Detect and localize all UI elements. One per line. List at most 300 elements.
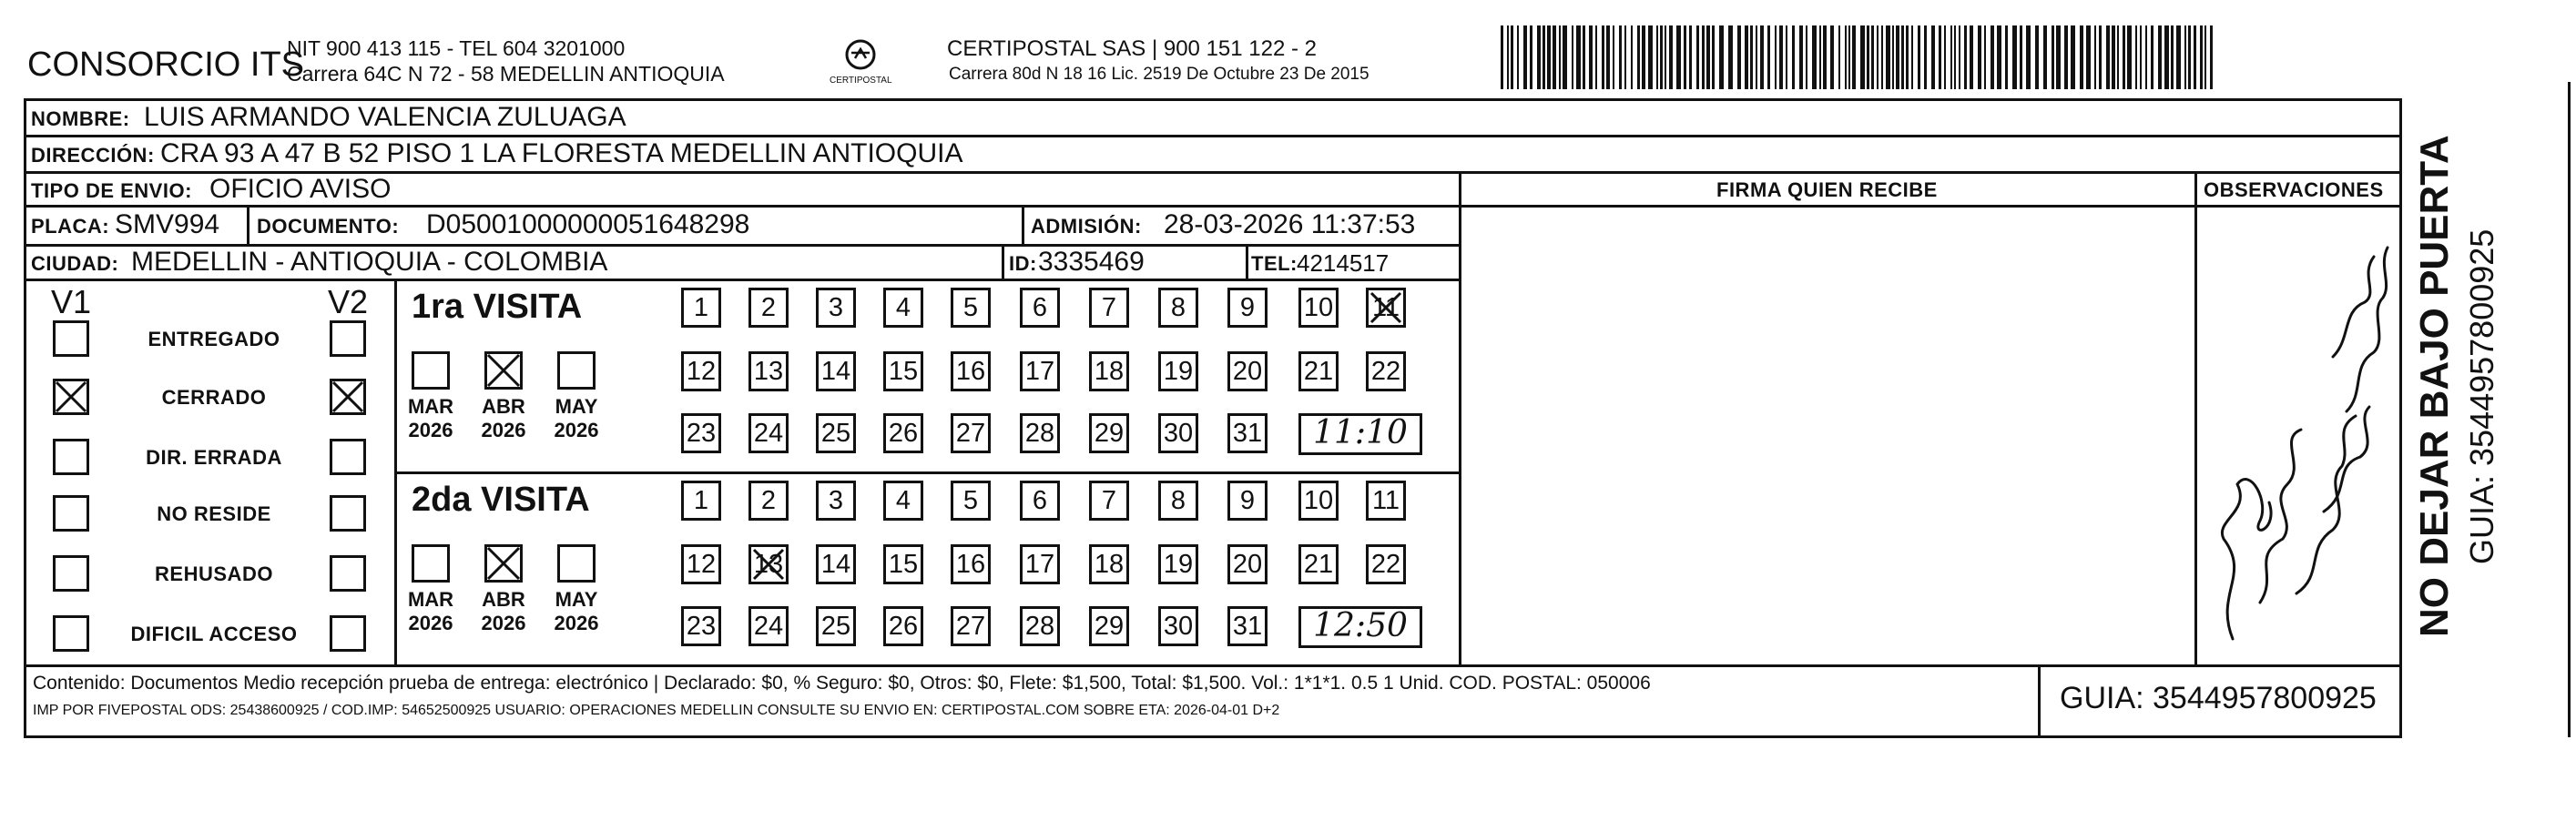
day-cell[interactable] (1158, 606, 1198, 646)
day-number: 2 (760, 486, 777, 515)
barcode-bar (1931, 25, 1935, 89)
day-number: 27 (955, 612, 986, 641)
day-cell[interactable] (1227, 413, 1268, 453)
day-number: 3 (828, 293, 844, 322)
status-v1-checkbox[interactable] (53, 495, 89, 532)
day-number: 31 (1232, 612, 1263, 641)
barcode-bar (1689, 25, 1692, 89)
status-v1-checkbox[interactable] (53, 615, 89, 652)
barcode-bar (2012, 25, 2017, 89)
day-cell[interactable] (1227, 351, 1268, 391)
barcode-bar (1991, 25, 1994, 89)
barcode-bar (1602, 25, 1604, 89)
barcode-bar (2117, 25, 2119, 89)
barcode-bar (2112, 25, 2115, 89)
day-cell[interactable] (883, 606, 923, 646)
day-number: 10 (1303, 293, 1334, 322)
plate-label: PLACA: (31, 215, 110, 238)
day-cell[interactable] (951, 544, 991, 584)
side-guia: GUIA: 3544957800925 (2463, 228, 2500, 564)
day-cell[interactable] (883, 481, 923, 521)
footer-imp-line: IMP POR FIVEPOSTAL ODS: 25438600925 / COD.IMP: 54652500925 USUARIO: OPERACIONES MEDELLIN CONSULTE SU ENVIO EN: CERTIPOSTAL.COM SOBRE ETA: 2026-04-01 D+2 (33, 703, 1280, 718)
day-cell[interactable] (1298, 351, 1339, 391)
status-label: REHUSADO (155, 563, 273, 585)
barcode-bar (1696, 25, 1699, 89)
barcode-bar (1576, 25, 1581, 89)
barcode-bar (2026, 25, 2031, 89)
document-value: D05001000000051648298 (426, 209, 750, 239)
month-checkbox[interactable] (484, 351, 523, 390)
barcode-bar (1997, 25, 2001, 89)
day-number: 10 (1303, 486, 1334, 515)
day-number: 7 (1101, 293, 1117, 322)
barcode-bar (2123, 25, 2125, 89)
barcode-bar (1786, 25, 1787, 89)
day-cell[interactable] (883, 413, 923, 453)
barcode-bar (1877, 25, 1879, 89)
day-cell[interactable] (1089, 351, 1129, 391)
status-v2-checkbox[interactable] (330, 555, 366, 592)
barcode-bar (1719, 25, 1724, 89)
day-number: 19 (1163, 550, 1194, 579)
barcode-bar (2035, 25, 2039, 89)
footer-contents: Contenido: Documentos Medio recepción prueba de entrega: electrónico | Declarado: $0, % Seguro: $0, Otros: $0, Flete: $1,500, Total: $1,500. Vol.: 1*1*1. 0.5 1 Unid. COD. POSTAL: 050006 (33, 673, 1651, 694)
barcode-bar (1812, 25, 1817, 89)
day-cell[interactable] (681, 288, 721, 328)
month-label: MAY 2026 (554, 588, 599, 634)
v1-label: V1 (51, 283, 92, 320)
barcode-bar (1978, 25, 1981, 89)
month-label: ABR 2026 (481, 395, 526, 441)
day-number: 22 (1370, 357, 1401, 386)
barcode-bar (1656, 25, 1658, 89)
day-cell[interactable] (1020, 351, 1060, 391)
barcode-bar (1939, 25, 1941, 89)
day-number: 1 (693, 486, 709, 515)
barcode-bar (1619, 25, 1622, 89)
day-cell[interactable] (1089, 606, 1129, 646)
day-cell[interactable] (1020, 544, 1060, 584)
day-number: 15 (888, 550, 919, 579)
barcode-bar (2200, 25, 2203, 89)
barcode-bar (1589, 25, 1593, 89)
barcode-bar (1648, 25, 1653, 89)
barcode-bar (1665, 25, 1666, 89)
day-cell[interactable] (1020, 481, 1060, 521)
day-number: 3 (828, 486, 844, 515)
day-cell[interactable] (1020, 606, 1060, 646)
status-label: ENTREGADO (148, 328, 280, 350)
day-cell[interactable] (816, 351, 856, 391)
day-number: 4 (895, 293, 911, 322)
city-label: CIUDAD: (31, 252, 119, 275)
barcode-bar (2071, 25, 2075, 89)
barcode-bar (1806, 25, 1807, 89)
day-cell[interactable] (1366, 351, 1406, 391)
barcode-bar (1559, 25, 1561, 89)
day-number: 5 (962, 486, 979, 515)
day-number: 17 (1024, 550, 1055, 579)
day-number: 18 (1094, 357, 1125, 386)
address-label: DIRECCIÓN: (31, 144, 155, 167)
barcode-bar (1684, 25, 1686, 89)
barcode-bar (2184, 25, 2186, 89)
admission-label: ADMISIÓN: (1031, 215, 1142, 238)
day-number: 13 (753, 550, 784, 579)
barcode-bar (1959, 25, 1960, 89)
status-v2-checkbox[interactable] (330, 615, 366, 652)
day-cell[interactable] (951, 413, 991, 453)
day-cell[interactable] (1227, 288, 1268, 328)
barcode-bar (2158, 25, 2162, 89)
day-number: 7 (1101, 486, 1117, 515)
guia-box-value: GUIA: 3544957800925 (2060, 681, 2377, 715)
month-checkbox[interactable] (412, 544, 450, 583)
day-number: 6 (1032, 486, 1048, 515)
day-cell[interactable] (1366, 481, 1406, 521)
barcode-bar (2086, 25, 2091, 89)
month-checkbox[interactable] (412, 351, 450, 390)
day-cell[interactable] (748, 288, 789, 328)
barcode-bar (1860, 25, 1865, 89)
status-v1-checkbox[interactable] (53, 555, 89, 592)
barcode-bar (1867, 25, 1869, 89)
day-number: 24 (753, 612, 784, 641)
recipient-address: CRA 93 A 47 B 52 PISO 1 LA FLORESTA MEDELLIN ANTIOQUIA (160, 138, 963, 168)
barcode-bar (1517, 25, 1519, 89)
observations-header: OBSERVACIONES (2204, 178, 2384, 201)
day-number: 20 (1232, 357, 1263, 386)
day-number: 28 (1024, 419, 1055, 448)
day-cell[interactable] (951, 288, 991, 328)
visit2-title: 2da VISITA (412, 481, 590, 519)
barcode-bar (1613, 25, 1614, 89)
barcode-bar (2135, 25, 2137, 89)
day-number: 19 (1163, 357, 1194, 386)
day-cell[interactable] (1298, 481, 1339, 521)
v2-label: V2 (328, 283, 369, 320)
barcode-bar (1892, 25, 1894, 89)
day-cell[interactable] (1089, 288, 1129, 328)
day-cell[interactable] (1089, 413, 1129, 453)
day-number: 21 (1303, 550, 1334, 579)
logo-text: CERTIPOSTAL (830, 76, 892, 86)
signature-header: FIRMA QUIEN RECIBE (1716, 178, 1938, 201)
barcode-bar (1501, 25, 1503, 89)
tel-value: 4214517 (1297, 249, 1390, 277)
barcode-bar (1792, 25, 1795, 89)
day-cell[interactable] (816, 288, 856, 328)
day-cell[interactable] (681, 481, 721, 521)
status-v2-checkbox[interactable] (330, 379, 366, 415)
barcode-bar (1911, 25, 1913, 89)
tel-label: TEL: (1251, 252, 1298, 275)
day-cell[interactable] (1020, 413, 1060, 453)
barcode-bar (1660, 25, 1663, 89)
barcode-bar (1944, 25, 1946, 89)
day-number: 4 (895, 486, 911, 515)
day-cell[interactable] (951, 351, 991, 391)
barcode-bar (1848, 25, 1850, 89)
barcode-bar (1886, 25, 1890, 89)
day-cell[interactable] (748, 481, 789, 521)
day-number: 30 (1163, 419, 1194, 448)
day-number: 27 (955, 419, 986, 448)
barcode-bar (1712, 25, 1715, 89)
day-number: 5 (962, 293, 979, 322)
day-number: 29 (1094, 612, 1125, 641)
day-number: 15 (888, 357, 919, 386)
barcode-bar (2094, 25, 2096, 89)
month-checkbox[interactable] (557, 544, 596, 583)
month-label: ABR 2026 (481, 588, 526, 634)
day-number: 14 (820, 550, 851, 579)
barcode-bar (1606, 25, 1610, 89)
barcode-bar (1760, 25, 1764, 89)
id-label: ID: (1009, 252, 1037, 275)
day-cell[interactable] (883, 544, 923, 584)
day-number: 13 (753, 357, 784, 386)
barcode-bar (1964, 25, 1967, 89)
barcode-bar (1901, 25, 1904, 89)
barcode-bar (1924, 25, 1927, 89)
barcode-bar (2080, 25, 2083, 89)
barcode-bar (2005, 25, 2008, 89)
day-cell[interactable] (883, 288, 923, 328)
barcode-bar (2194, 25, 2196, 89)
barcode-bar (2056, 25, 2061, 89)
day-number: 11 (1371, 486, 1400, 515)
day-number: 26 (888, 419, 919, 448)
barcode-bar (1950, 25, 1952, 89)
day-cell[interactable] (951, 606, 991, 646)
barcode-bar (2043, 25, 2047, 89)
day-number: 6 (1032, 293, 1048, 322)
status-v1-checkbox[interactable] (53, 439, 89, 475)
day-number: 28 (1024, 612, 1055, 641)
day-number: 23 (686, 419, 717, 448)
barcode-bar (1676, 25, 1681, 89)
day-number: 25 (820, 419, 851, 448)
barcode-bar (1511, 25, 1513, 89)
status-label: DIFICIL ACCESO (130, 623, 298, 645)
company-name: CONSORCIO ITS (27, 46, 305, 84)
day-cell[interactable] (1366, 288, 1406, 328)
barcode-bar (1823, 25, 1827, 89)
barcode-bar (1595, 25, 1597, 89)
barcode-bar (1530, 25, 1532, 89)
day-cell[interactable] (816, 481, 856, 521)
status-label: NO RESIDE (157, 502, 271, 525)
barcode-bar (1845, 25, 1847, 89)
day-cell[interactable] (1089, 481, 1129, 521)
day-cell[interactable] (681, 351, 721, 391)
status-v1-checkbox[interactable] (53, 379, 89, 415)
month-label: MAR 2026 (407, 395, 454, 441)
day-number: 14 (820, 357, 851, 386)
shipment-label: TIPO DE ENVIO: (31, 179, 192, 202)
barcode-bar (1737, 25, 1741, 89)
visit-time[interactable]: 12:50 (1298, 606, 1422, 648)
recipient-name: LUIS ARMANDO VALENCIA ZULUAGA (144, 102, 626, 132)
day-number: 31 (1232, 419, 1263, 448)
barcode-bar (1871, 25, 1874, 89)
barcode-bar (2052, 25, 2054, 89)
day-cell[interactable] (816, 606, 856, 646)
barcode-bar (1702, 25, 1705, 89)
barcode-bar (1563, 25, 1567, 89)
day-cell[interactable] (816, 544, 856, 584)
month-checkbox[interactable] (484, 544, 523, 583)
day-cell[interactable] (748, 413, 789, 453)
barcode-bar (1852, 25, 1856, 89)
day-number: 25 (820, 612, 851, 641)
status-v2-checkbox[interactable] (330, 320, 366, 357)
barcode-bar (1799, 25, 1803, 89)
barcode-bar (1624, 25, 1626, 89)
status-label: DIR. ERRADA (146, 446, 282, 469)
barcode-bar (1537, 25, 1541, 89)
day-cell[interactable] (951, 481, 991, 521)
day-number: 8 (1170, 293, 1186, 322)
day-number: 30 (1163, 612, 1194, 641)
day-number: 26 (888, 612, 919, 641)
day-cell[interactable] (816, 413, 856, 453)
side-warning: NO DEJAR BAJO PUERTA (2412, 135, 2457, 637)
barcode-bar (2171, 25, 2174, 89)
barcode-bar (1918, 25, 1920, 89)
status-v1-checkbox[interactable] (53, 320, 89, 357)
day-number: 12 (686, 550, 717, 579)
day-cell[interactable] (748, 351, 789, 391)
barcode (1501, 25, 2222, 89)
status-v2-checkbox[interactable] (330, 495, 366, 532)
day-number: 29 (1094, 419, 1125, 448)
barcode-bar (2188, 25, 2191, 89)
barcode-bar (1954, 25, 1956, 89)
day-number: 9 (1239, 486, 1256, 515)
day-number: 21 (1303, 357, 1334, 386)
barcode-bar (1706, 25, 1710, 89)
day-cell[interactable] (1020, 288, 1060, 328)
barcode-bar (2140, 25, 2142, 89)
day-number: 9 (1239, 293, 1256, 322)
barcode-bar (1775, 25, 1777, 89)
day-number: 16 (955, 357, 986, 386)
day-cell[interactable] (1227, 481, 1268, 521)
barcode-bar (1906, 25, 1909, 89)
day-cell[interactable] (1158, 413, 1198, 453)
day-number: 8 (1170, 486, 1186, 515)
barcode-bar (2099, 25, 2102, 89)
day-number: 22 (1370, 550, 1401, 579)
barcode-bar (1745, 25, 1748, 89)
barcode-bar (1756, 25, 1757, 89)
barcode-bar (2151, 25, 2153, 89)
month-checkbox[interactable] (557, 351, 596, 390)
barcode-bar (1543, 25, 1545, 89)
day-cell[interactable] (1158, 351, 1198, 391)
day-number: 24 (753, 419, 784, 448)
barcode-bar (2204, 25, 2206, 89)
day-cell[interactable] (1158, 481, 1198, 521)
day-number: 1 (693, 293, 709, 322)
barcode-bar (1830, 25, 1834, 89)
admission-value: 28-03-2026 11:37:53 (1164, 209, 1416, 239)
day-cell[interactable] (1158, 544, 1198, 584)
barcode-bar (2020, 25, 2022, 89)
day-number: 20 (1232, 550, 1263, 579)
barcode-bar (1819, 25, 1821, 89)
barcode-bar (2127, 25, 2132, 89)
day-number: 18 (1094, 550, 1125, 579)
status-label: CERRADO (161, 386, 267, 409)
visit1-title: 1ra VISITA (412, 288, 583, 326)
visit-time[interactable]: 11:10 (1298, 413, 1422, 455)
barcode-bar (2176, 25, 2181, 89)
day-cell[interactable] (748, 544, 789, 584)
day-cell[interactable] (1298, 288, 1339, 328)
month-label: MAY 2026 (554, 395, 599, 441)
nit-line: NIT 900 413 115 - TEL 604 3201000 (287, 36, 626, 60)
month-label: MAR 2026 (407, 588, 454, 634)
day-cell[interactable] (1366, 544, 1406, 584)
shipment-type: OFICIO AVISO (209, 174, 392, 204)
barcode-bar (1767, 25, 1770, 89)
courier-line: CERTIPOSTAL SAS | 900 151 122 - 2 (947, 36, 1317, 61)
day-cell[interactable] (1227, 544, 1268, 584)
barcode-bar (1642, 25, 1645, 89)
barcode-bar (1583, 25, 1585, 89)
company-address: Carrera 64C N 72 - 58 MEDELLIN ANTIOQUIA (287, 62, 725, 86)
courier-address: Carrera 80d N 18 16 Lic. 2519 De Octubre 23 De 2015 (949, 65, 1369, 84)
plate-value: SMV994 (115, 209, 220, 239)
document-label: DOCUMENTO: (257, 215, 400, 238)
barcode-bar (1669, 25, 1673, 89)
barcode-bar (1637, 25, 1640, 89)
barcode-bar (2106, 25, 2110, 89)
day-number: 2 (760, 293, 777, 322)
barcode-bar (2064, 25, 2068, 89)
barcode-bar (1838, 25, 1840, 89)
barcode-bar (2210, 25, 2213, 89)
barcode-bar (2145, 25, 2147, 89)
barcode-bar (2164, 25, 2169, 89)
barcode-bar (1779, 25, 1783, 89)
day-cell[interactable] (748, 606, 789, 646)
barcode-bar (1984, 25, 1986, 89)
day-cell[interactable] (1298, 544, 1339, 584)
barcode-bar (1631, 25, 1633, 89)
day-cell[interactable] (1089, 544, 1129, 584)
barcode-bar (1970, 25, 1973, 89)
day-cell[interactable] (1227, 606, 1268, 646)
barcode-bar (1523, 25, 1527, 89)
barcode-bar (1881, 25, 1883, 89)
status-v2-checkbox[interactable] (330, 439, 366, 475)
barcode-bar (1507, 25, 1509, 89)
day-number: 23 (686, 612, 717, 641)
day-cell[interactable] (681, 544, 721, 584)
day-cell[interactable] (681, 413, 721, 453)
barcode-bar (1728, 25, 1733, 89)
city-value: MEDELLIN - ANTIOQUIA - COLOMBIA (131, 247, 608, 277)
day-cell[interactable] (681, 606, 721, 646)
day-cell[interactable] (883, 351, 923, 391)
day-number: 12 (686, 357, 717, 386)
day-cell[interactable] (1158, 288, 1198, 328)
day-number: 17 (1024, 357, 1055, 386)
